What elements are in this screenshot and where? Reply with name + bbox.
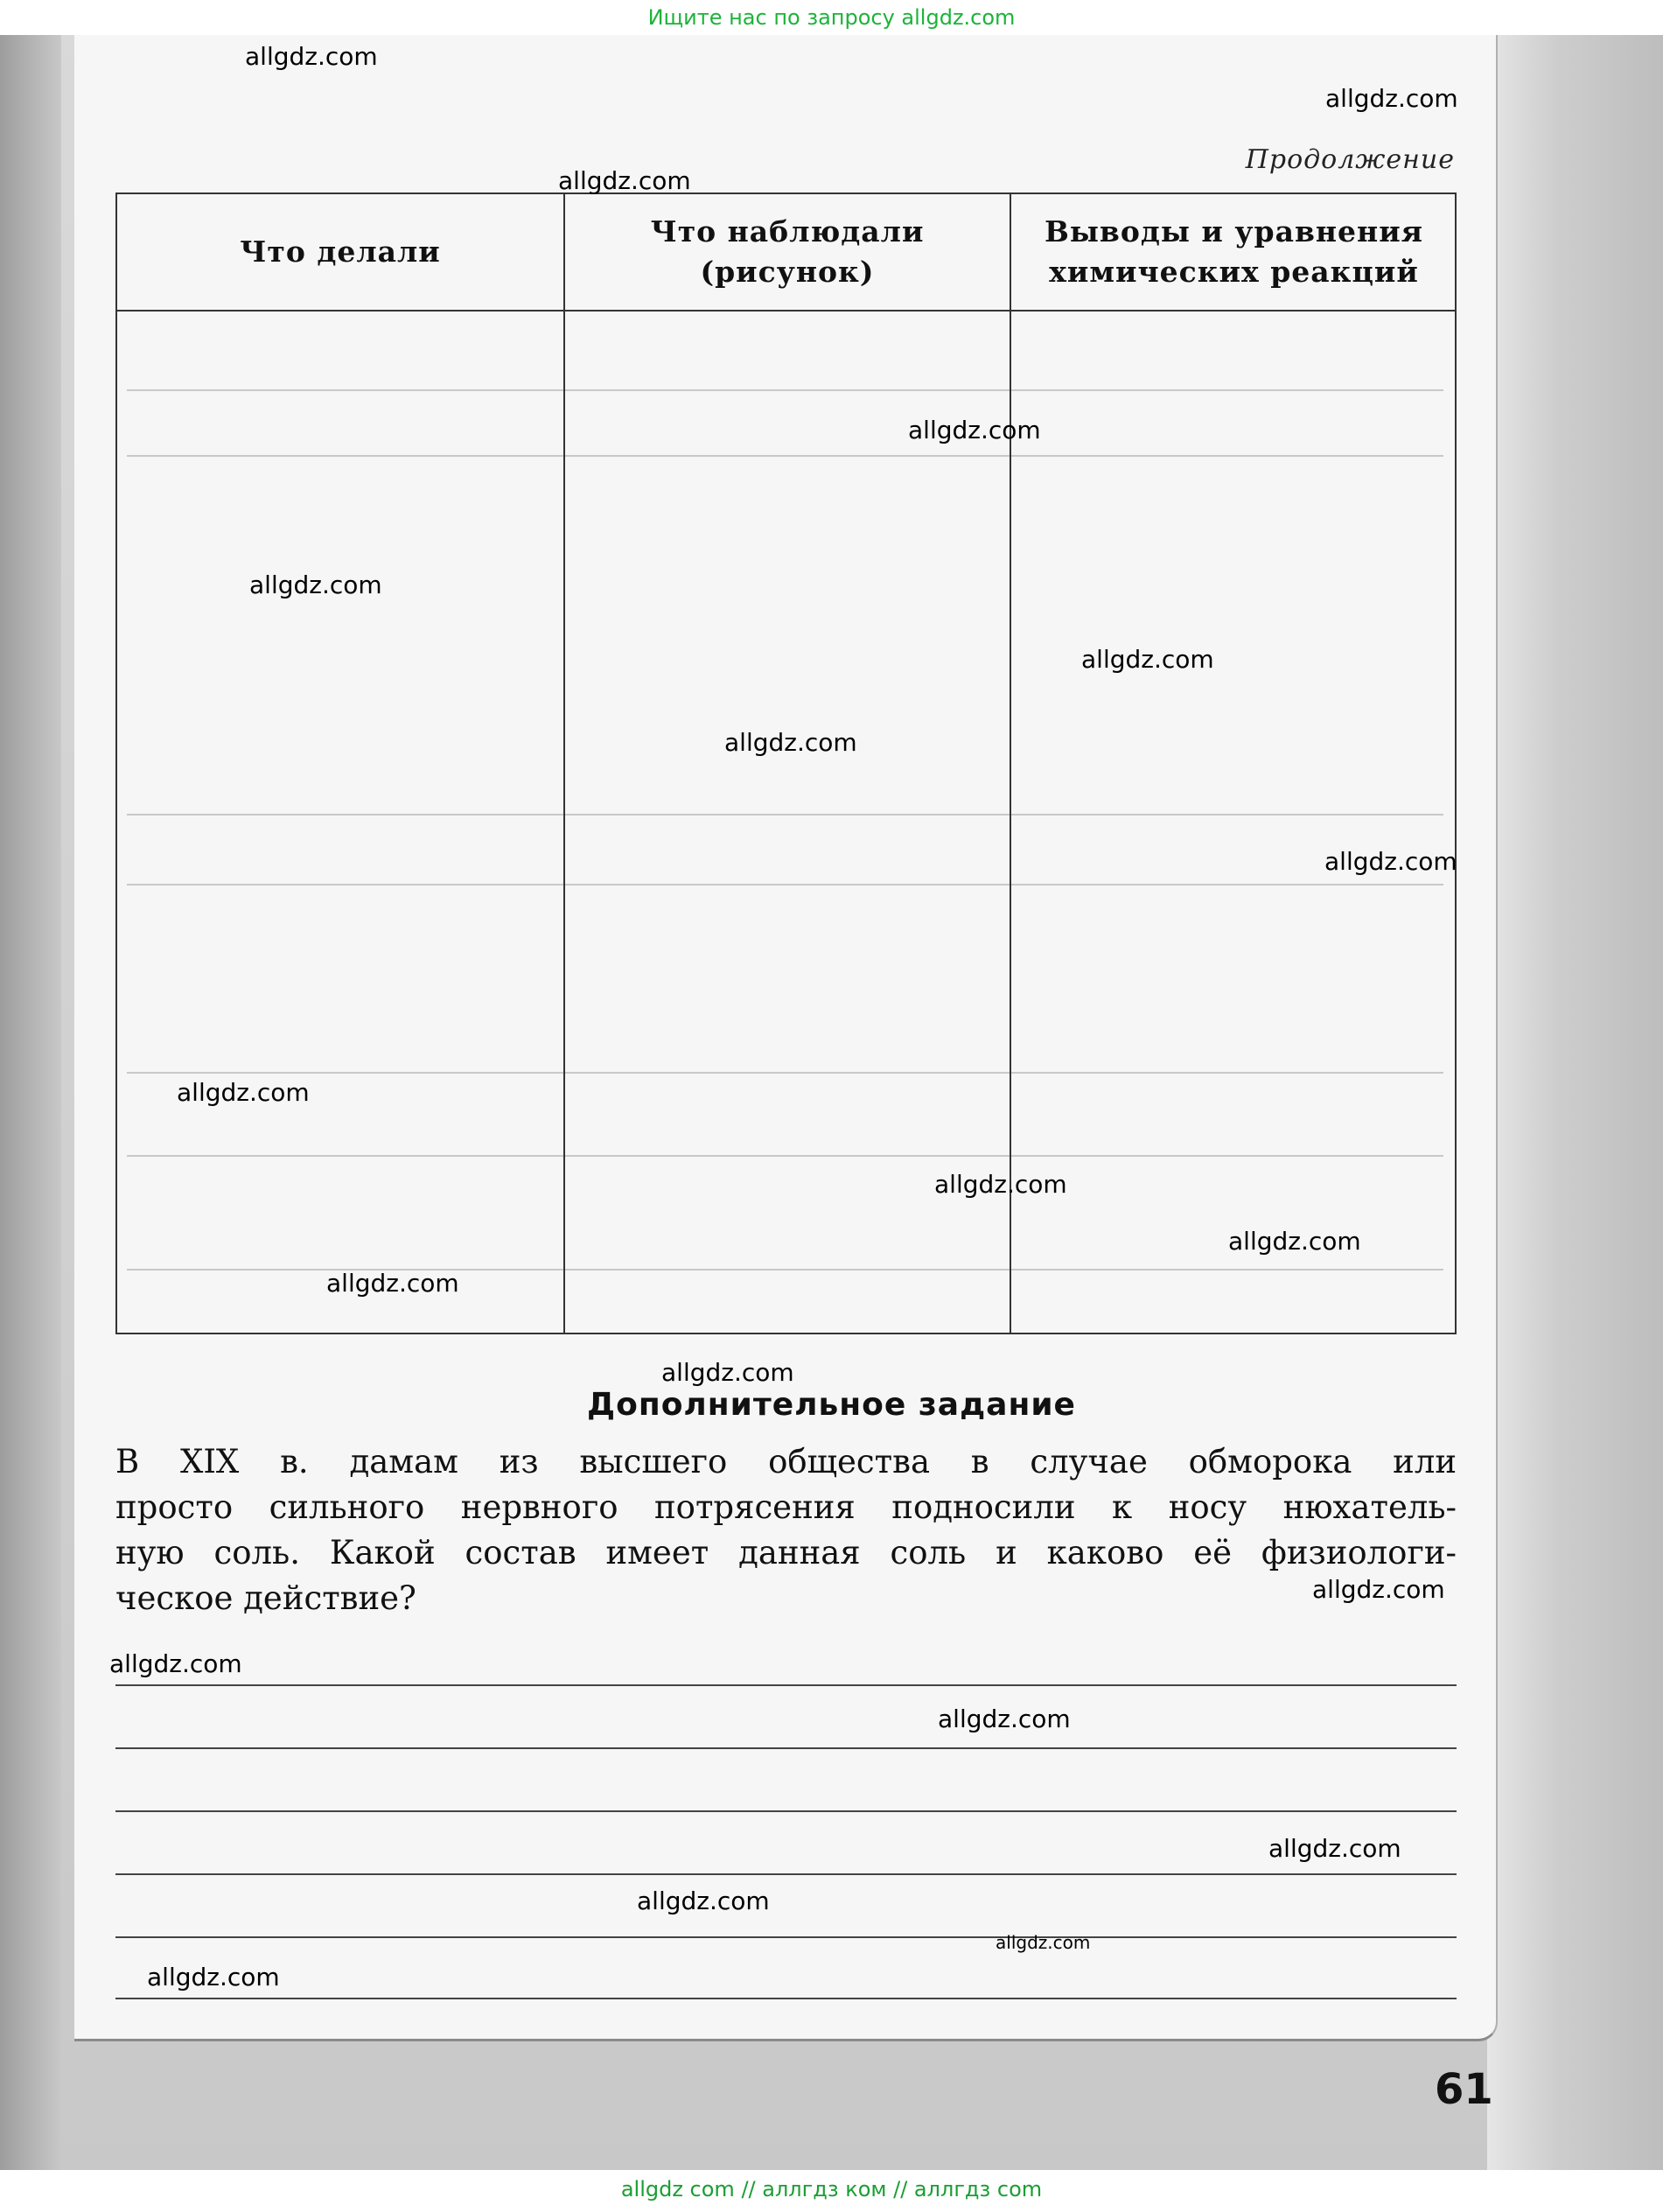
watermark: allgdz.com: [1081, 645, 1214, 674]
task-paragraph: [115, 1439, 1457, 1621]
section-title: Дополнительное задание: [587, 1387, 1076, 1423]
header-line: (рисунок): [700, 255, 875, 289]
answer-line[interactable]: [115, 1747, 1457, 1749]
table-header-conclusions: [1011, 194, 1457, 310]
table-cell-what-did[interactable]: [117, 312, 563, 1333]
watermark: allgdz.com: [938, 1704, 1071, 1733]
continuation-label: Продолжение: [1245, 144, 1455, 175]
paragraph-line: просто сильного нервного потрясения подносили к носу нюхатель-: [115, 1488, 1457, 1526]
observation-table: [115, 192, 1457, 1334]
bottom-banner-text[interactable]: allgdz com // аллгдз ком // аллгдз com: [620, 2177, 1043, 2202]
watermark: allgdz.com: [996, 1932, 1091, 1953]
watermark: allgdz.com: [908, 416, 1041, 444]
watermark: allgdz.com: [1312, 1575, 1445, 1604]
table-header-what-did: [117, 194, 563, 310]
watermark: allgdz.com: [1325, 84, 1458, 113]
watermark: allgdz.com: [637, 1886, 770, 1915]
table-header-what-observed: [565, 194, 1010, 310]
watermark: allgdz.com: [558, 166, 691, 195]
watermark: allgdz.com: [1324, 847, 1457, 876]
watermark: allgdz.com: [1228, 1227, 1361, 1256]
top-banner: [0, 0, 1663, 35]
paragraph-line: ную соль. Какой состав имеет данная соль и каково её физиологи-: [115, 1534, 1457, 1572]
answer-line[interactable]: [115, 1998, 1457, 1999]
answer-line[interactable]: [115, 1684, 1457, 1686]
header-line: химических реакций: [1049, 255, 1419, 289]
paragraph-line: В XIX в. дамам из высшего общества в случае обморока или: [115, 1443, 1457, 1480]
answer-line[interactable]: [115, 1810, 1457, 1812]
next-page-edge: [1487, 35, 1663, 2170]
header-line: Что делали: [240, 234, 441, 269]
page-number: 61: [1435, 2065, 1493, 2114]
watermark: allgdz.com: [245, 42, 378, 71]
watermark: allgdz.com: [326, 1269, 459, 1298]
book-spine-shadow: [0, 35, 61, 2170]
table-cell-conclusions[interactable]: [1011, 312, 1457, 1333]
watermark: allgdz.com: [661, 1358, 794, 1387]
watermark: allgdz.com: [934, 1170, 1067, 1199]
answer-line[interactable]: [115, 1936, 1457, 1938]
watermark: allgdz.com: [1268, 1834, 1401, 1863]
watermark: allgdz.com: [109, 1649, 242, 1678]
top-banner-text[interactable]: Ищите нас по запросу allgdz.com: [647, 5, 1016, 30]
watermark: allgdz.com: [724, 728, 857, 757]
header-line: Выводы и уравнения: [1044, 214, 1424, 248]
watermark: allgdz.com: [147, 1963, 280, 1992]
header-line: Что наблюдали: [650, 214, 925, 248]
answer-line[interactable]: [115, 1873, 1457, 1875]
watermark: allgdz.com: [177, 1078, 310, 1107]
bottom-banner: [0, 2170, 1663, 2212]
watermark: allgdz.com: [249, 570, 382, 599]
paragraph-line: ческое действие?: [115, 1579, 416, 1617]
